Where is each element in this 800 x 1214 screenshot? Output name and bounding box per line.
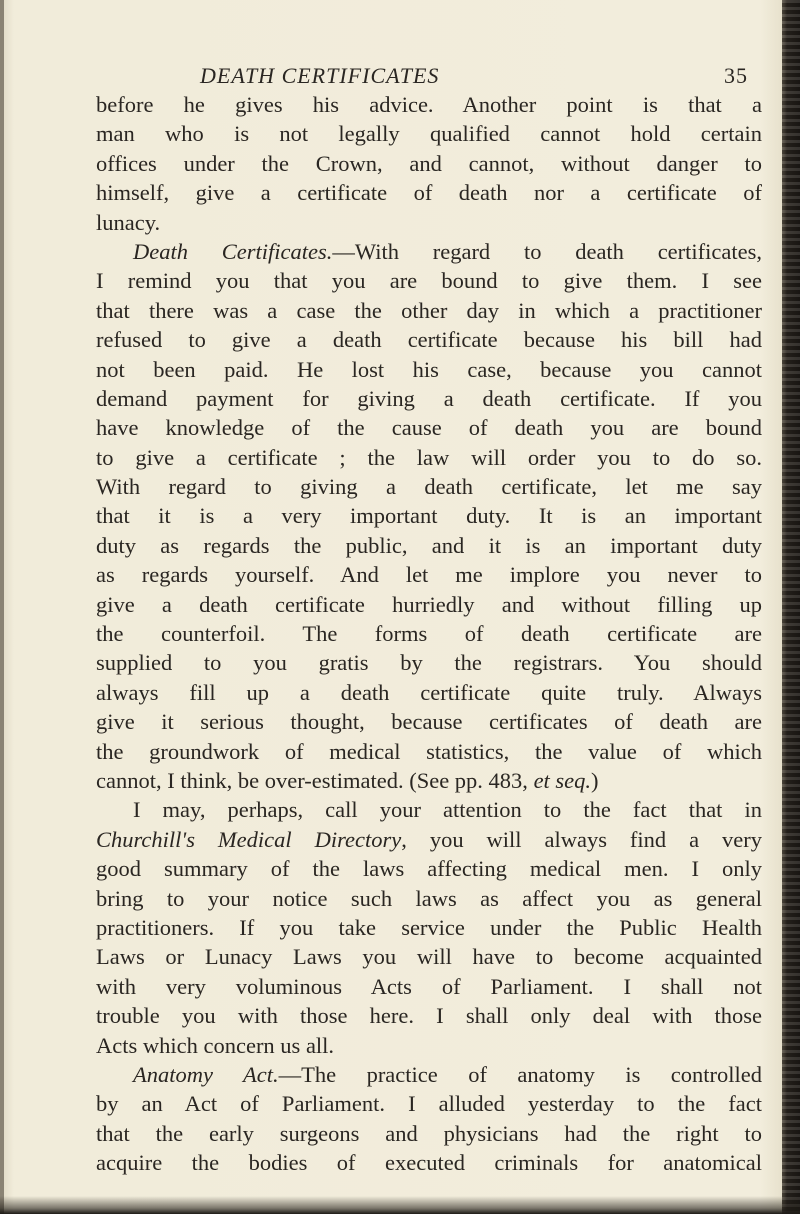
text-run: acquire the bodies of executed criminals for anatomical <box>96 1150 762 1176</box>
text-run: practitioners. If you take service under the Public Health <box>96 914 762 940</box>
page-number: 35 <box>724 63 748 88</box>
text-line <box>96 1089 762 1118</box>
text-run: Laws or Lunacy Laws you will have to become acquainted <box>96 944 762 970</box>
text-line <box>96 766 762 795</box>
text-line <box>96 972 762 1001</box>
text-line <box>96 384 762 413</box>
text-run: by an Act of Parliament. I alluded yesterday to the fact <box>96 1091 762 1117</box>
text-line <box>96 707 762 736</box>
text-run: as regards yourself. And let me implore you never to <box>96 562 762 588</box>
text-run: give a death certificate hurriedly and without filling up <box>96 591 762 617</box>
text-line <box>96 296 762 325</box>
text-line <box>96 149 762 178</box>
text-run: ) <box>591 767 599 793</box>
italic-text: Death Certificates. <box>133 238 333 264</box>
italic-text: et seq. <box>533 767 592 793</box>
body-text <box>96 90 762 1177</box>
italic-text: Anatomy Act. <box>133 1061 279 1087</box>
text-line <box>96 1060 762 1089</box>
text-line <box>96 472 762 501</box>
text-line <box>96 854 762 883</box>
text-run: before he gives his advice. Another point is that a <box>96 92 762 117</box>
text-run: the counterfoil. The forms of death certificate are <box>96 621 762 647</box>
text-run: refused to give a death certificate because his bill had <box>96 327 762 353</box>
text-run: trouble you with those here. I shall only deal with those <box>96 1003 762 1029</box>
text-line <box>96 119 762 148</box>
text-line <box>96 266 762 295</box>
text-line <box>96 208 762 237</box>
text-run: With regard to giving a death certificate, let me say <box>96 474 762 500</box>
text-line <box>96 678 762 707</box>
text-line <box>96 942 762 971</box>
text-run: I remind you that you are bound to give them. I see <box>96 268 762 294</box>
text-line <box>96 355 762 384</box>
text-run: always fill up a death certificate quite truly. Always <box>96 679 762 705</box>
text-run: to give a certificate ; the law will order you to do so. <box>96 444 762 470</box>
text-run: bring to your notice such laws as affect you as general <box>96 885 762 911</box>
running-title: DEATH CERTIFICATES <box>200 63 440 88</box>
text-line <box>96 619 762 648</box>
text-line <box>96 1001 762 1030</box>
text-run: —The practice of anatomy is controlled <box>278 1061 762 1087</box>
text-run: have knowledge of the cause of death you are bound <box>96 415 762 441</box>
text-line <box>96 443 762 472</box>
text-run: that there was a case the other day in which a practitioner <box>96 297 762 323</box>
text-run: himself, give a certificate of death nor a certificate of <box>96 180 762 206</box>
italic-text: Churchill's Medical Directory <box>96 826 402 852</box>
text-line <box>96 737 762 766</box>
text-run: lunacy. <box>96 209 161 235</box>
text-run: the groundwork of medical statistics, the value of which <box>96 738 762 764</box>
text-line <box>96 237 762 266</box>
text-line <box>96 178 762 207</box>
text-line <box>96 501 762 530</box>
text-run: —With regard to death certificates, <box>332 238 763 264</box>
text-run: supplied to you gratis by the registrars. You should <box>96 650 762 676</box>
running-head <box>96 56 756 88</box>
text-run: good summary of the laws affecting medical men. I only <box>96 856 762 882</box>
text-line <box>96 531 762 560</box>
text-line <box>96 795 762 824</box>
text-run: demand payment for giving a death certificate. If you <box>96 385 762 411</box>
text-run: that it is a very important duty. It is an important <box>96 503 762 529</box>
page-bottom-shadow <box>0 1196 800 1214</box>
text-line <box>96 1031 762 1060</box>
text-run: offices under the Crown, and cannot, without danger to <box>96 150 762 176</box>
text-line <box>96 825 762 854</box>
text-run: cannot, I think, be over-estimated. (See pp. 483, <box>96 767 534 793</box>
text-run: with very voluminous Acts of Parliament. I shall not <box>96 973 762 999</box>
text-run: I may, perhaps, call your attention to the fact that in <box>133 797 762 823</box>
text-run: give it serious thought, because certificates of death are <box>96 709 762 735</box>
text-line <box>96 1148 762 1177</box>
text-line <box>96 90 762 119</box>
text-run: that the early surgeons and physicians had the right to <box>96 1120 762 1146</box>
text-line <box>96 648 762 677</box>
text-line <box>96 590 762 619</box>
text-run: not been paid. He lost his case, because you cannot <box>96 356 762 382</box>
text-line <box>96 1119 762 1148</box>
text-run: man who is not legally qualified cannot hold certain <box>96 121 762 147</box>
text-line <box>96 413 762 442</box>
text-line <box>96 560 762 589</box>
page-left-edge <box>0 0 4 1214</box>
text-line <box>96 913 762 942</box>
text-run: Acts which concern us all. <box>96 1032 335 1058</box>
text-run: duty as regards the public, and it is an important duty <box>96 532 762 558</box>
text-run: , you will always find a very <box>401 826 762 852</box>
text-line <box>96 884 762 913</box>
text-line <box>96 325 762 354</box>
book-binding-edge <box>782 0 800 1214</box>
